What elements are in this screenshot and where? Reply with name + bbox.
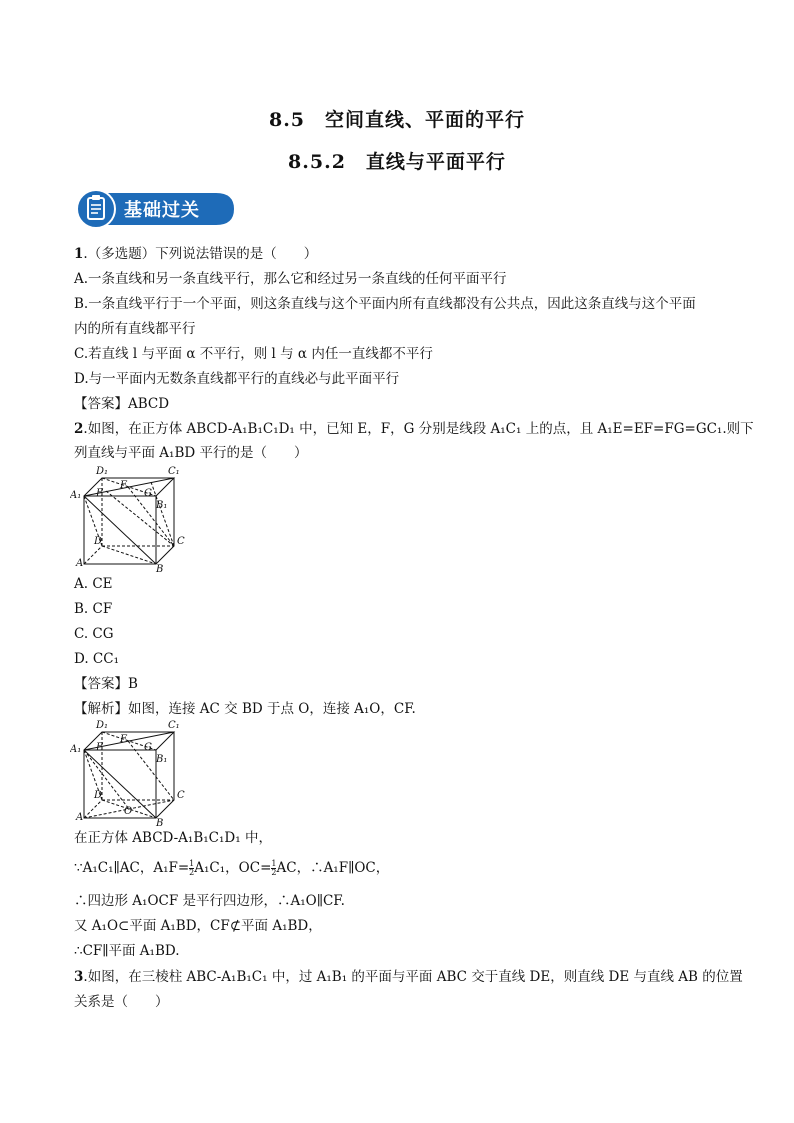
cube-figure-1 bbox=[70, 464, 186, 574]
label-A: A bbox=[76, 812, 84, 823]
label-O: O bbox=[124, 806, 133, 817]
label-A: A bbox=[76, 558, 84, 569]
label-A1: A₁ bbox=[70, 744, 82, 755]
label-A1: A₁ bbox=[70, 490, 82, 501]
label-E: E bbox=[96, 488, 104, 499]
q3-stem: 3.如图，在三棱柱 ABC-A₁B₁C₁ 中，过 A₁B₁ 的平面与平面 ABC 交于直线 DE，则直线 DE 与直线 AB 的位置 bbox=[74, 969, 743, 985]
q1-stem: 1.（多选题）下列说法错误的是（ ） bbox=[74, 246, 318, 262]
q2-option-b: B. CF bbox=[74, 601, 113, 617]
label-B1: B₁ bbox=[156, 500, 168, 511]
q1-option-a: A.一条直线和另一条直线平行，那么它和经过另一条直线的任何平面平行 bbox=[74, 271, 507, 287]
q2-analysis: 【解析】如图，连接 AC 交 BD 于点 O，连接 A₁O，CF. bbox=[74, 701, 416, 717]
q2-step-5: ∴CF∥平面 A₁BD. bbox=[74, 943, 180, 959]
label-E: E bbox=[96, 742, 104, 753]
q1-option-b-cont: 内的所有直线都平行 bbox=[74, 321, 196, 337]
label-B: B bbox=[156, 564, 164, 574]
label-F: F bbox=[120, 734, 127, 745]
q3-stem-cont: 关系是（ ） bbox=[74, 994, 169, 1010]
fraction-half: $\frac{1}{2}$ bbox=[189, 859, 195, 877]
q1-option-c: C.若直线 l 与平面 α 不平行，则 l 与 α 内任一直线都不平行 bbox=[74, 346, 433, 362]
label-F: F bbox=[120, 480, 127, 491]
parallel-equal-symbol: ∥ bbox=[348, 860, 355, 876]
q1-answer: 【答案】ABCD bbox=[74, 396, 170, 412]
label-B1: B₁ bbox=[156, 754, 168, 765]
q2-step-2: ∵A₁C₁∥AC，A₁F= $\frac{1}{2}$ A₁C₁，OC= $\frac{1}{2}$ AC，∴A₁F∥OC， bbox=[74, 859, 390, 877]
page-title: 8.5 空间直线、平面的平行 bbox=[268, 109, 526, 131]
banner-title: 基础过关 bbox=[124, 200, 200, 221]
label-D1: D₁ bbox=[96, 720, 109, 731]
q2-option-c: C. CG bbox=[74, 626, 114, 642]
cube-figure-2 bbox=[70, 718, 186, 828]
label-D: D bbox=[94, 790, 103, 801]
q2-step-1: 在正方体 ABCD-A₁B₁C₁D₁ 中， bbox=[74, 830, 272, 846]
q1-option-d: D.与一平面内无数条直线都平行的直线必与此平面平行 bbox=[74, 371, 400, 387]
page-subtitle: 8.5.2 直线与平面平行 bbox=[288, 151, 506, 173]
label-C: C bbox=[177, 790, 185, 801]
label-G: G bbox=[144, 488, 152, 499]
label-D: D bbox=[94, 536, 103, 547]
label-C: C bbox=[177, 536, 185, 547]
q2-answer: 【答案】B bbox=[74, 676, 138, 692]
label-D1: D₁ bbox=[96, 466, 109, 477]
q2-step-3: ∴四边形 A₁OCF 是平行四边形，∴A₁O∥CF. bbox=[74, 893, 345, 909]
q2-stem: 2.如图，在正方体 ABCD-A₁B₁C₁D₁ 中，已知 E，F，G 分别是线段 A₁C₁ 上的点，且 A₁E=EF=FG=GC₁.则下 bbox=[74, 421, 754, 437]
label-G: G bbox=[144, 742, 152, 753]
fraction-half: $\frac{1}{2}$ bbox=[271, 859, 277, 877]
label-C1: C₁ bbox=[168, 720, 180, 731]
q2-option-a: A. CE bbox=[74, 576, 113, 592]
q1-option-b: B.一条直线平行于一个平面，则这条直线与这个平面内所有直线都没有公共点，因此这条直线与这个平面 bbox=[74, 296, 696, 312]
parallel-equal-symbol: ∥ bbox=[113, 860, 120, 876]
q2-option-d: D. CC₁ bbox=[74, 651, 119, 667]
label-C1: C₁ bbox=[168, 466, 180, 477]
q2-stem-cont: 列直线与平面 A₁BD 平行的是（ ） bbox=[74, 445, 308, 461]
label-B: B bbox=[156, 818, 164, 828]
q2-step-4: 又 A₁O⊂平面 A₁BD，CF⊄平面 A₁BD， bbox=[74, 918, 322, 934]
